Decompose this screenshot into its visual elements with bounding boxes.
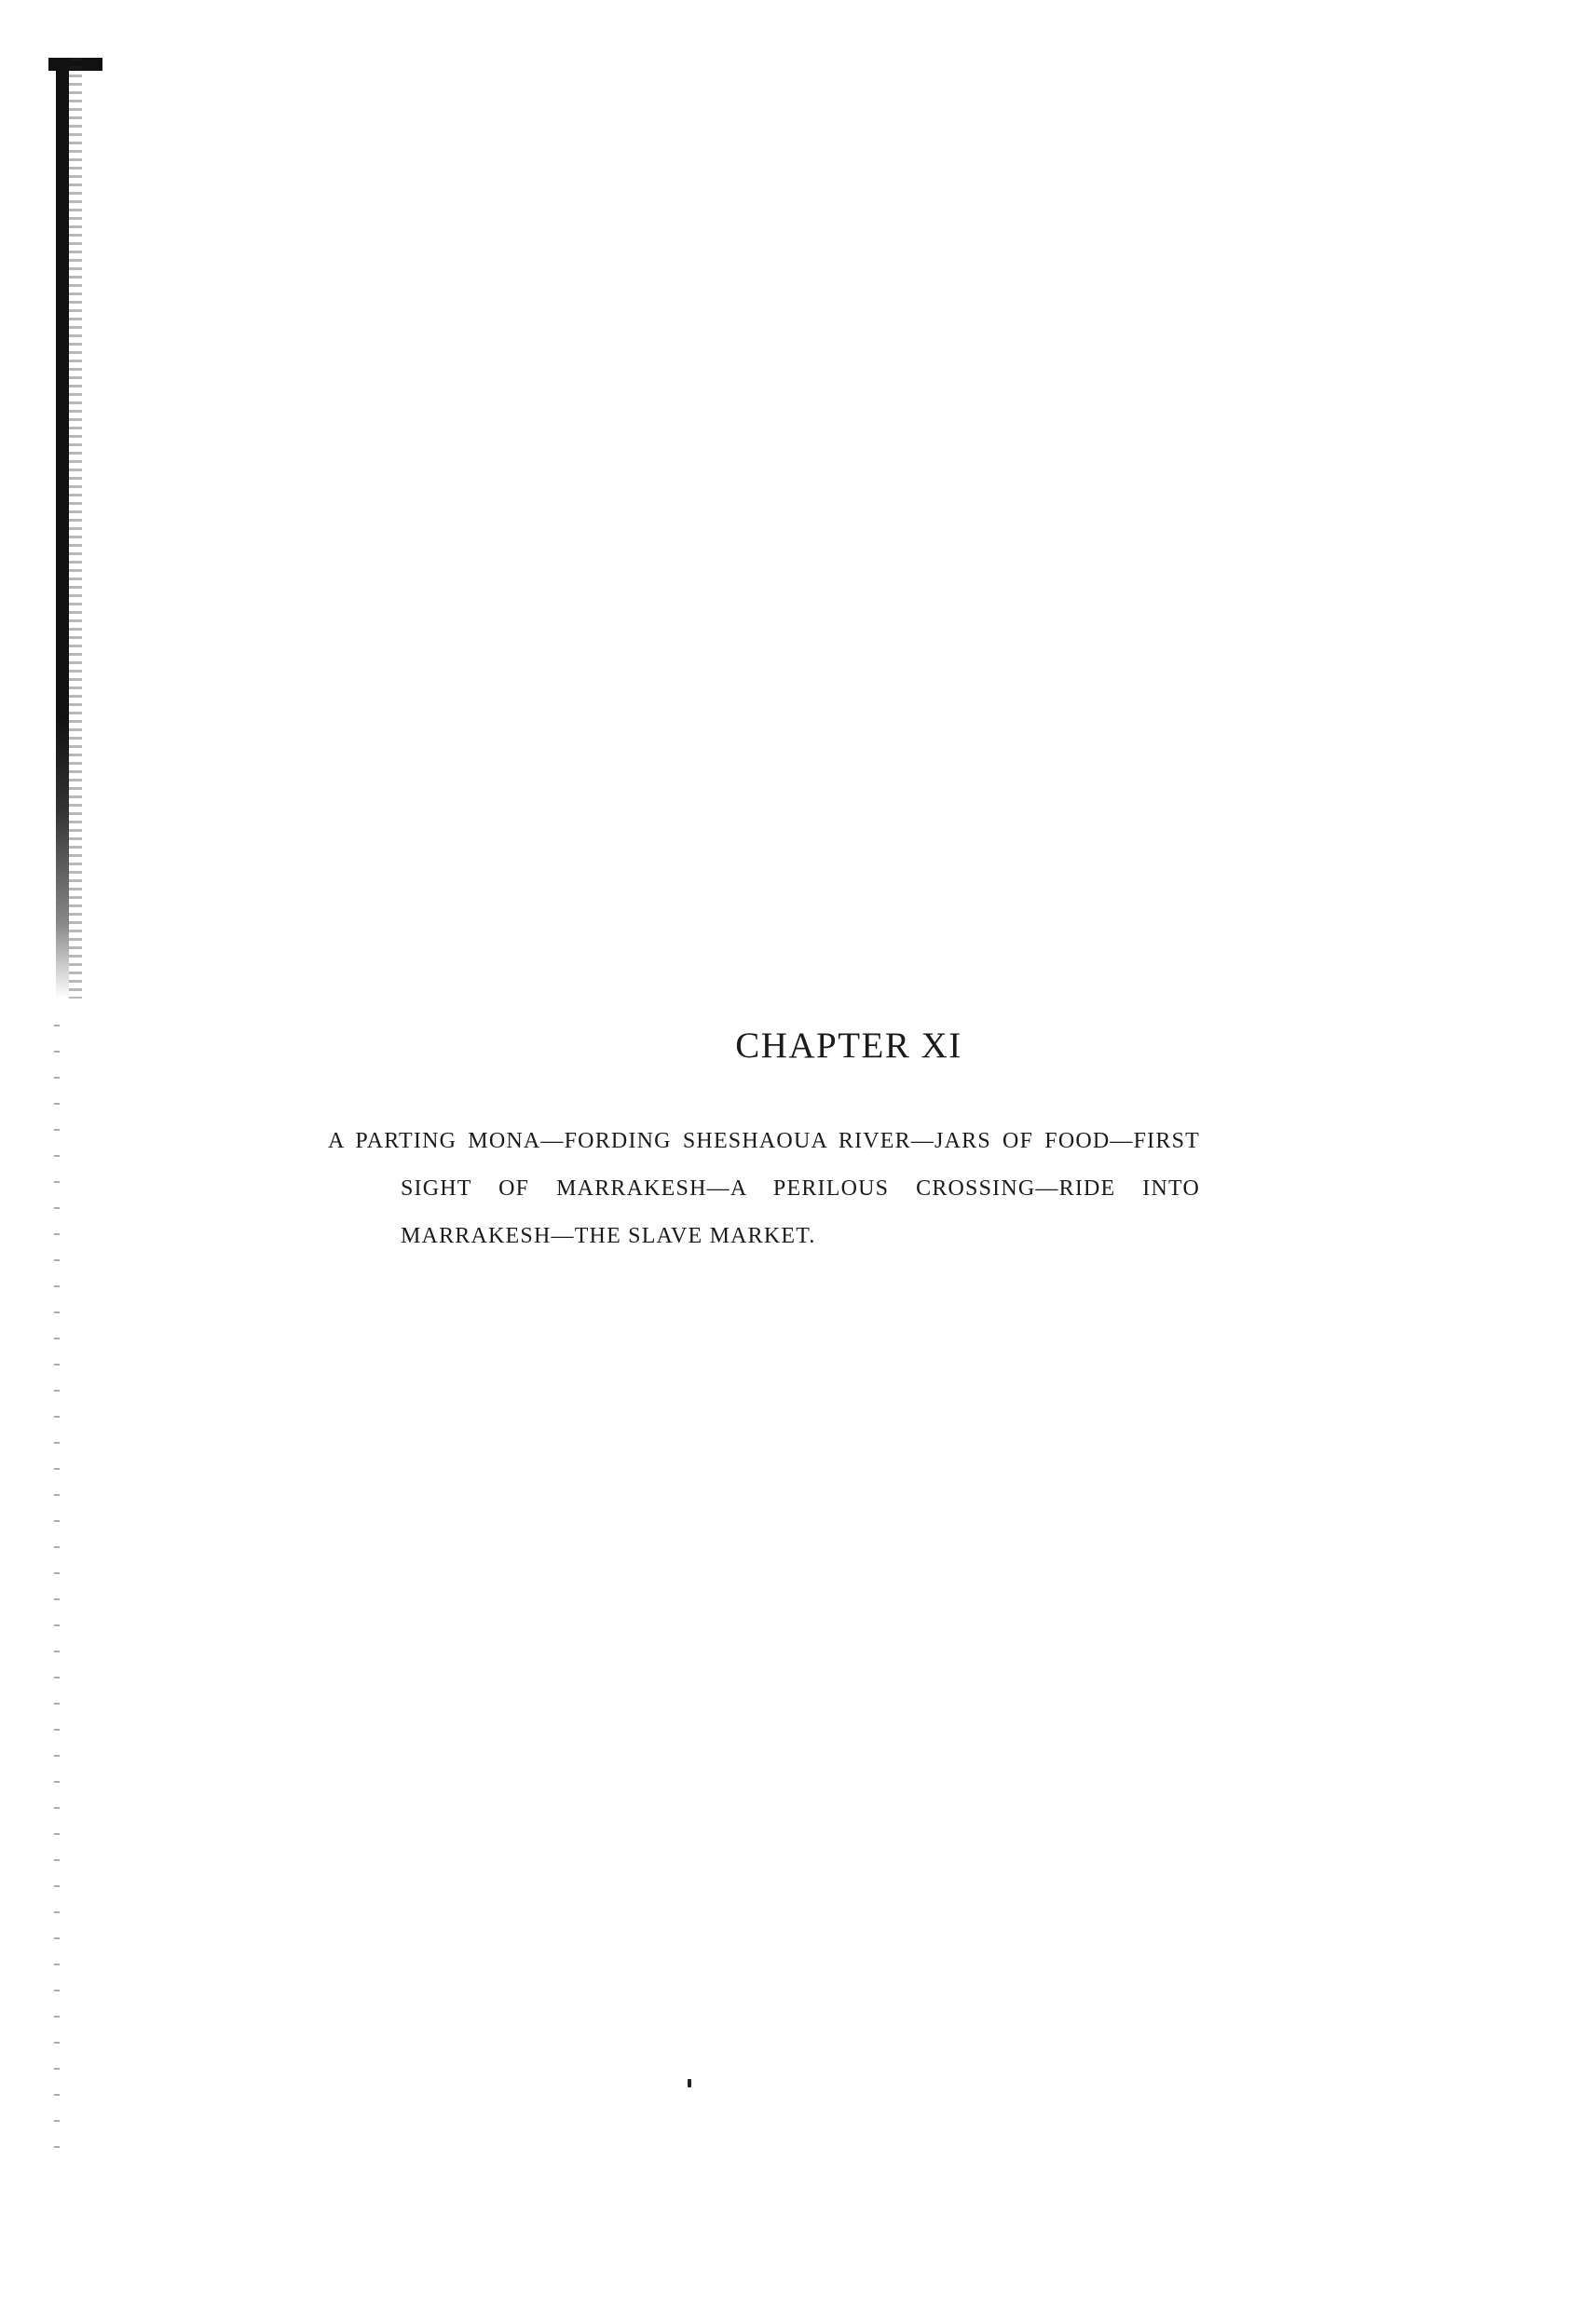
page-mark (688, 2079, 691, 2087)
binding-edge-marks (54, 1025, 60, 2170)
chapter-synopsis: A PARTING MONA—FORDING SHESHAOUA RIVER—JARS OF FOOD—FIRST SIGHT OF MARRAKESH—A PERILOUS CROSSING—RIDE INTO MARRAKESH—THE SLAVE MARKET. (328, 1129, 1200, 1248)
binding-shadow-speckle (69, 58, 82, 999)
binding-shadow (48, 58, 76, 1017)
binding-shadow-core (56, 58, 69, 999)
chapter-heading: CHAPTER XI (735, 1026, 962, 1066)
